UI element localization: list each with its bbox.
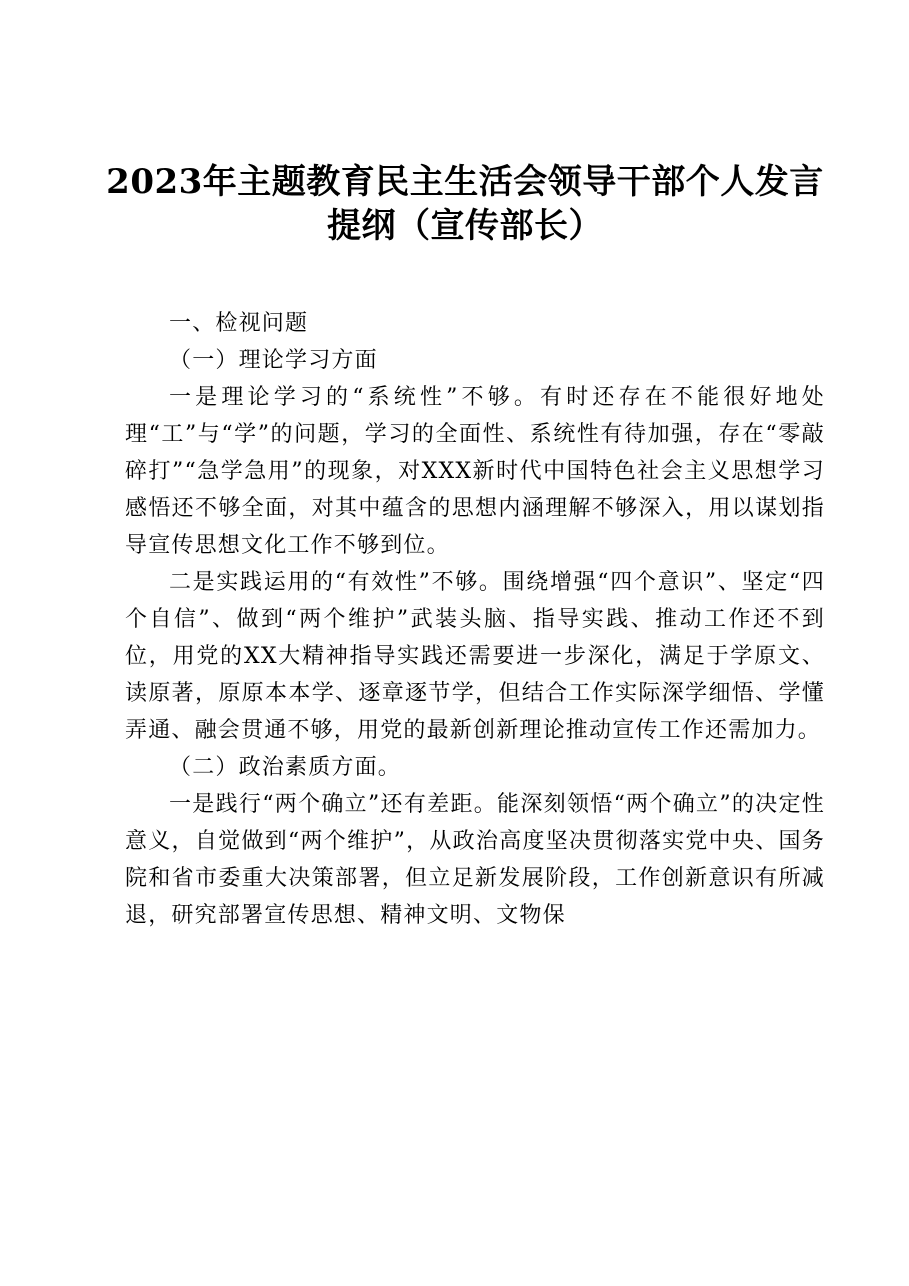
paragraph: 一是践行“两个确立”还有差距。能深刻领悟“两个确立”的决定性意义，自觉做到“两个维护”，从政治高度坚决贯彻落实党中央、国务院和省市委重大决策部署，但立足新发展阶段，工作创新意识有所减退，研究部署宣传思想、精神文明、文物保 (125, 792, 825, 928)
document-body (125, 305, 825, 934)
subsection-heading: （二）政治素质方面。 (169, 755, 402, 780)
subsection-heading: （一）理论学习方面 (169, 348, 378, 373)
paragraph: 二是实践运用的“有效性”不够。围绕增强“四个意识”、坚定“四个自信”、做到“两个维护”武装头脑、指导实践、推动工作还不到位，用党的XX大精神指导实践还需要进一步深化，满足于学原文、读原著，原原本本学、逐章逐节学，但结合工作实际深学细悟、学懂弄通、融会贯通不够，用党的最新创新理论推动宣传工作还需加力。 (125, 570, 825, 743)
section-heading: 一、检视问题 (169, 311, 309, 336)
paragraph: 一是理论学习的“系统性”不够。有时还存在不能很好地处理“工”与“学”的问题，学习的全面性、系统性有待加强，存在“零敲碎打”“急学急用”的现象，对XXX新时代中国特色社会主义思想学习感悟还不够全面，对其中蕴含的思想内涵理解不够深入，用以谋划指导宣传思想文化工作不够到位。 (125, 385, 825, 558)
document-title: 2023年主题教育民主生活会领导干部个人发言提纲（宣传部长） (106, 162, 824, 246)
